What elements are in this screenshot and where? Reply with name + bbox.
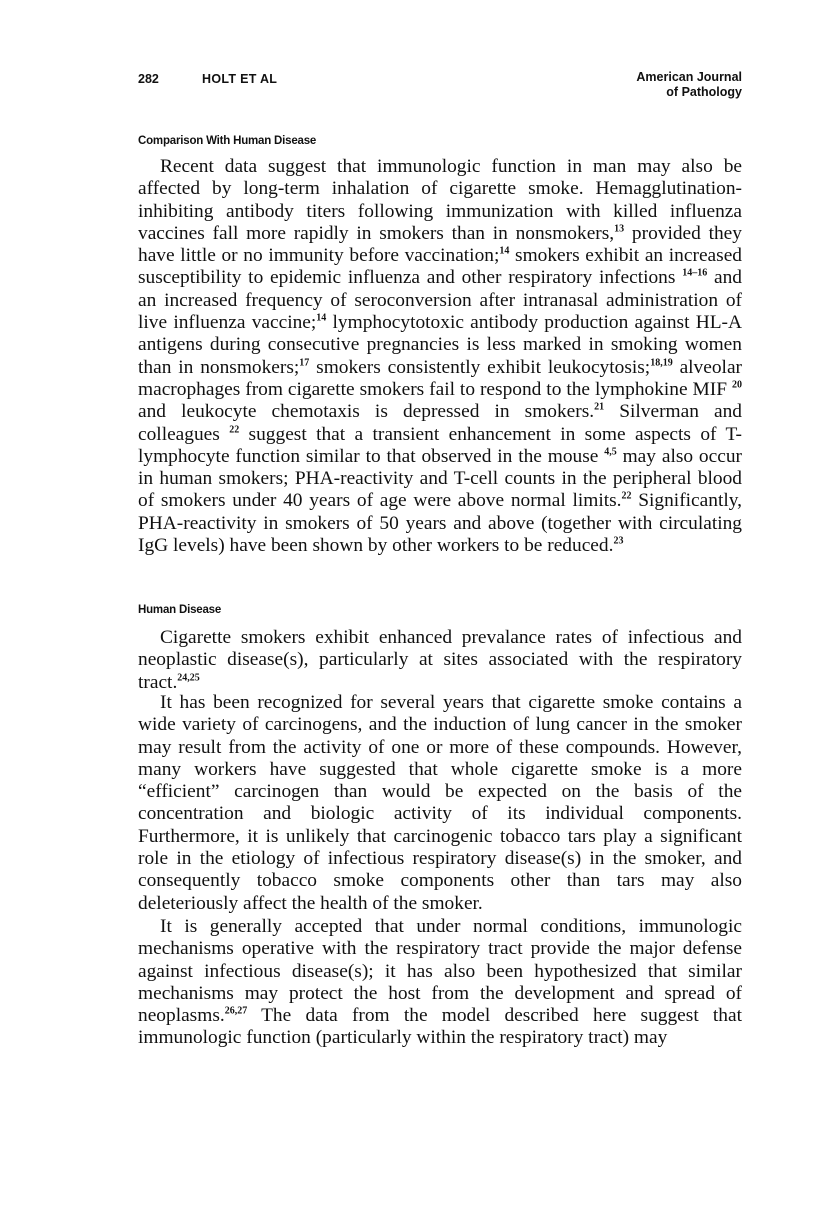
- section-heading-human-disease: Human Disease: [138, 604, 222, 616]
- journal-name: [636, 70, 742, 100]
- citation: 4,5: [604, 446, 617, 458]
- citation: 13: [614, 223, 625, 235]
- citation: 26,27: [224, 1005, 248, 1017]
- citation: 22: [621, 490, 632, 502]
- paragraph-text: It has been recognized for several years that cigarette smoke contains a wide variety of carcinogens, and the induction of lung cancer in the smoker may result from the activity of one or more of these compounds. However, many workers have suggested that whole cigarette smoke is a more “efficient” carcinogen than would be expected on the basis of the concentration and biologic activity of its individual components. Furthermore, it is unlikely that carcinogenic tobacco tars play a significant role in the etiology of infectious respiratory disease(s) in the smoker, and consequently tobacco smoke components other than tars may also deleteriously affect the health of the smoker.: [138, 692, 742, 914]
- journal-name-line2: of Pathology: [666, 85, 742, 99]
- citation: 21: [594, 401, 605, 413]
- paragraph-immunologic-mechanisms: [138, 916, 742, 1050]
- running-head: HOLT ET AL: [202, 72, 278, 86]
- citation: 20: [732, 379, 742, 391]
- section-heading-comparison: Comparison With Human Disease: [138, 135, 317, 147]
- paragraph-carcinogens: [138, 692, 742, 915]
- citation: 24,25: [177, 672, 200, 684]
- paragraph-text: Recent data suggest that immunologic function in man may also be affected by long-term inhalation of cigarette smoke. Hemagglutination-inhibiting antibody titers following immunization with killed influenza vaccines fall more rapidly in smokers than in nonsmokers,$^{13}$ provided they have little or no immunity before vaccination;$^{14}$ smokers exhibit an increased susceptibility to epidemic influenza and other respiratory infections $^{14-16}$ and an increased frequency of seroconversion after intranasal administration of live influenza vaccine;$^{14}$ lymphocytotoxic antibody production against HL-A antigens during consecutive pregnancies is less marked in smoking women than in nonsmokers;$^{17}$ smokers consistently exhibit leukocytosis;$^{18,19}$ alveolar macrophages from cigarette smokers fail to respond to the lymphokine MIF $^{20}$ and leukocyte chemotaxis is depressed in smokers.$^{21}$ Silverman and colleagues $^{22}$ suggest that a transient enhancement in some aspects of T-lymphocyte function similar to that observed in the mouse $^{4,5}$ may also occur in human smokers; PHA-reactivity and T-cell counts in the peripheral blood of smokers under 40 years of age were above normal limits.$^{22}$ Significantly, PHA-reactivity in smokers of 50 years and above (together with circulating IgG levels) have been shown by other workers to be reduced.$^{23}$: [138, 156, 743, 557]
- citation: 14: [499, 245, 510, 257]
- citation: 17: [299, 357, 310, 369]
- journal-name-line1: American Journal: [636, 70, 742, 84]
- citation: 23: [613, 535, 624, 547]
- citation: 14: [316, 312, 327, 324]
- paragraph-text: It is generally accepted that under normal conditions, immunologic mechanisms operative with the respiratory tract provide the major defense against infectious disease(s); it has also been hypothesized that similar mechanisms may protect the host from the development and spread of neoplasms.$^{26,27}$ The data from the model described here suggest that immunologic function (particularly within the respiratory tract) may: [138, 916, 742, 1049]
- citation: 22: [229, 424, 240, 436]
- page-number: 282: [138, 72, 159, 86]
- paragraph-text: Cigarette smokers exhibit enhanced prevalance rates of infectious and neoplastic disease(s), particularly at sites associated with the respiratory tract.$^{24,25}$: [138, 627, 742, 693]
- paragraph-comparison: [138, 156, 742, 557]
- citation: 14–16: [682, 268, 708, 280]
- citation: 18,19: [650, 357, 673, 369]
- page-header: [138, 70, 742, 110]
- paragraph-prevalence: [138, 627, 742, 694]
